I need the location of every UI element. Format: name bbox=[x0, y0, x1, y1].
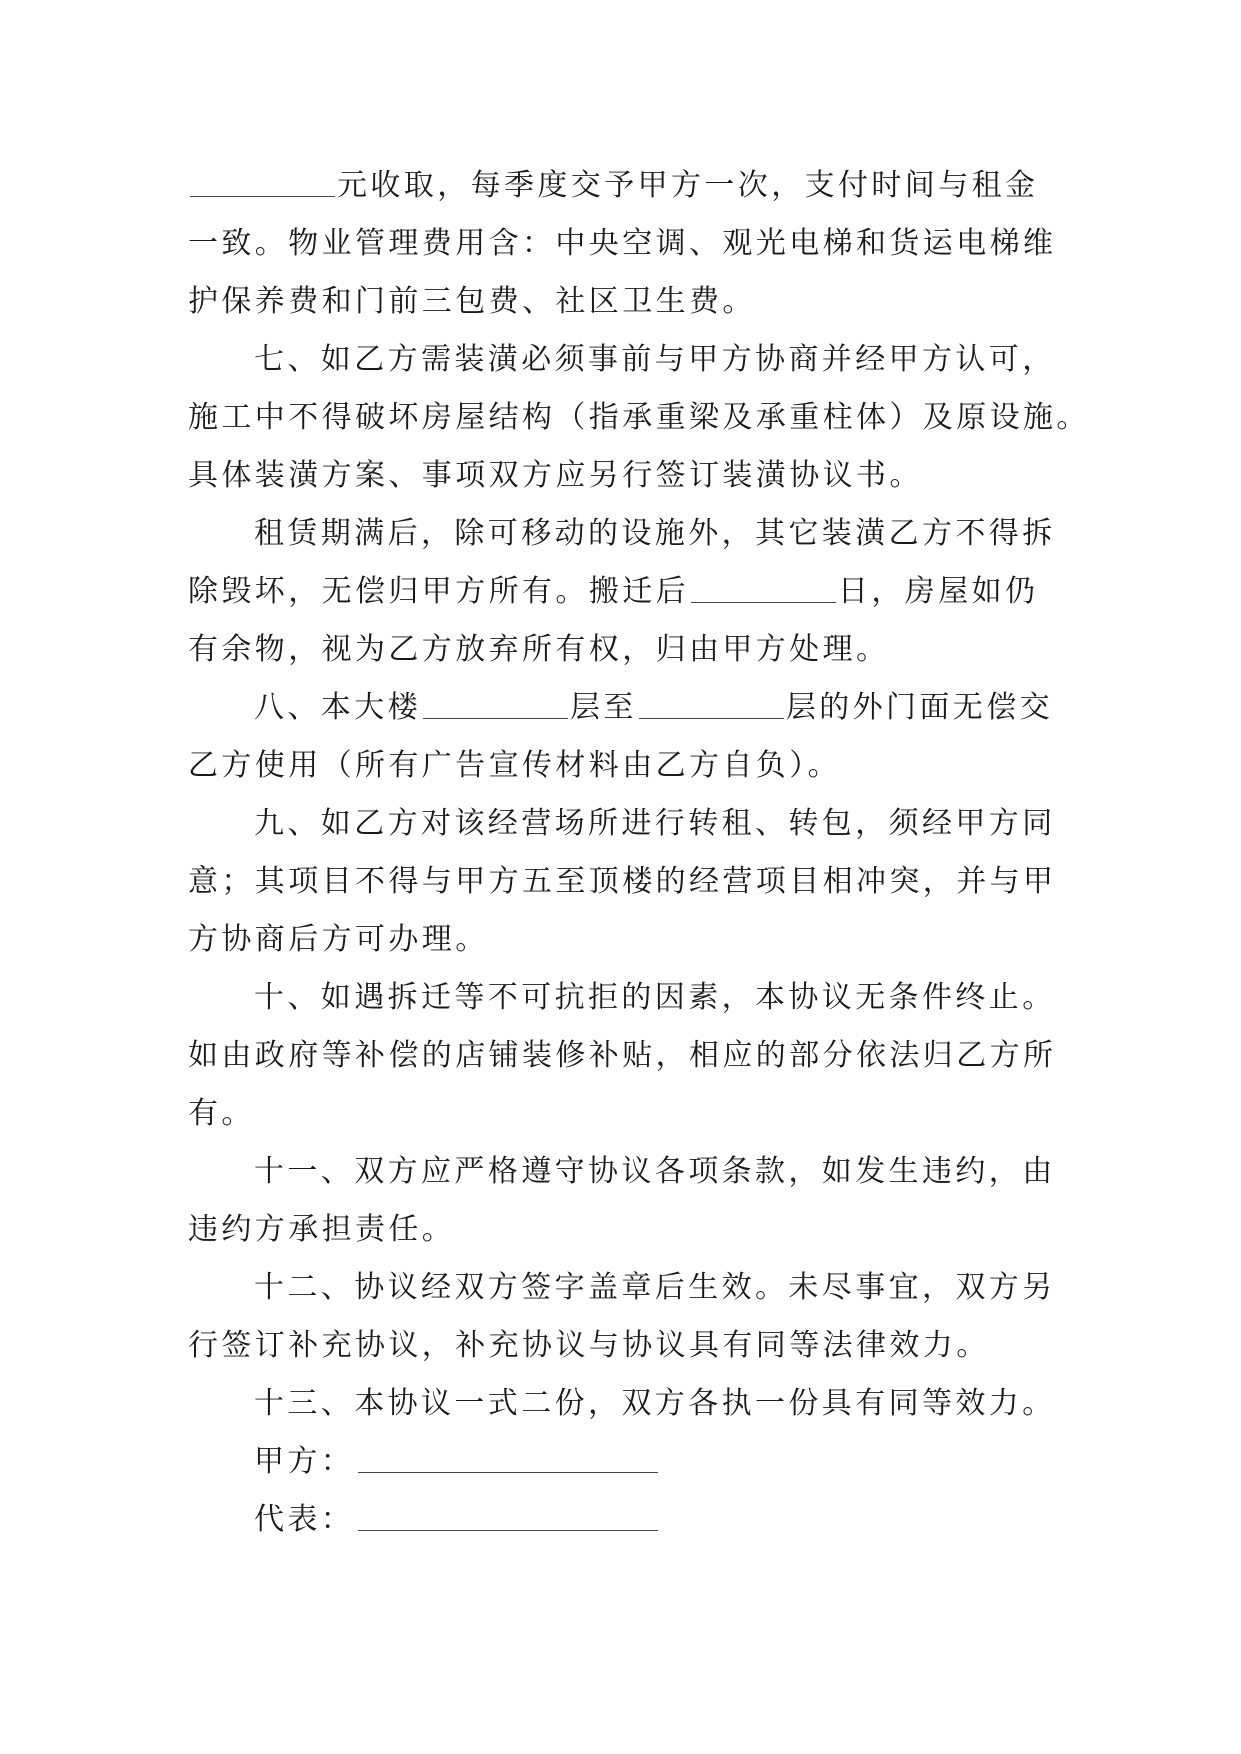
line-text: 日，房屋如仍 bbox=[838, 574, 1039, 609]
paragraph-line: 违约方承担责任。 bbox=[188, 1212, 456, 1247]
fill-blank bbox=[423, 690, 568, 719]
line-text: 层至 bbox=[570, 690, 637, 725]
paragraph-line: 行签订补充协议，补充协议与协议具有同等法律效力。 bbox=[188, 1328, 990, 1363]
clause-twelve-start: 十二、协议经双方签字盖章后生效。未尽事宜，双方另 bbox=[254, 1270, 1056, 1305]
paragraph-line: 有余物，视为乙方放弃所有权，归由甲方处理。 bbox=[188, 632, 890, 667]
paragraph-line: 具体装潢方案、事项双方应另行签订装潢协议书。 bbox=[188, 458, 923, 493]
paragraph-line: 方协商后方可办理。 bbox=[188, 922, 489, 957]
paragraph-line: 一致。物业管理费用含：中央空调、观光电梯和货运电梯维 bbox=[188, 226, 1057, 261]
line-text: 除毁坏，无偿归甲方所有。搬迁后 bbox=[188, 574, 689, 609]
paragraph-line: 施工中不得破坏房屋结构（指承重梁及承重柱体）及原设施。 bbox=[188, 400, 1090, 435]
party-a-signature-blank bbox=[358, 1444, 658, 1473]
representative-signature-blank bbox=[358, 1502, 658, 1531]
paragraph-line: 有。 bbox=[188, 1096, 255, 1131]
clause-seven-start: 七、如乙方需装潢必须事前与甲方协商并经甲方认可， bbox=[254, 342, 1056, 377]
clause-ten-start: 十、如遇拆迁等不可抗拒的因素，本协议无条件终止。 bbox=[254, 980, 1056, 1015]
paragraph-line bbox=[188, 166, 1068, 206]
clause-eleven-start: 十一、双方应严格遵守协议各项条款，如发生违约，由 bbox=[254, 1154, 1056, 1189]
line-text: 层的外门面无偿交 bbox=[785, 690, 1054, 725]
signature-party-a bbox=[254, 1442, 1134, 1482]
fill-blank bbox=[190, 168, 335, 197]
fill-blank bbox=[691, 574, 836, 603]
party-a-label: 甲方： bbox=[254, 1444, 355, 1479]
paragraph-line bbox=[188, 572, 1068, 612]
signature-representative bbox=[254, 1500, 1134, 1540]
paragraph-line: 乙方使用（所有广告宣传材料由乙方自负）。 bbox=[188, 748, 841, 783]
line-text: 八、本大楼 bbox=[254, 690, 421, 725]
line-text: 元收取，每季度交予甲方一次，支付时间与租金 bbox=[337, 168, 1039, 203]
paragraph-line: 意；其项目不得与甲方五至顶楼的经营项目相冲突，并与甲 bbox=[188, 864, 1057, 899]
representative-label: 代表： bbox=[254, 1502, 355, 1537]
clause-eight-start bbox=[254, 688, 1134, 728]
clause-thirteen: 十三、本协议一式二份，双方各执一份具有同等效力。 bbox=[254, 1386, 1056, 1421]
paragraph-line: 如由政府等补偿的店铺装修补贴，相应的部分依法归乙方所 bbox=[188, 1038, 1057, 1073]
paragraph-line: 护保养费和门前三包费、社区卫生费。 bbox=[188, 284, 756, 319]
clause-nine-start: 九、如乙方对该经营场所进行转租、转包，须经甲方同 bbox=[254, 806, 1056, 841]
fill-blank bbox=[639, 690, 784, 719]
paragraph-start: 租赁期满后，除可移动的设施外，其它装潢乙方不得拆 bbox=[254, 516, 1056, 551]
